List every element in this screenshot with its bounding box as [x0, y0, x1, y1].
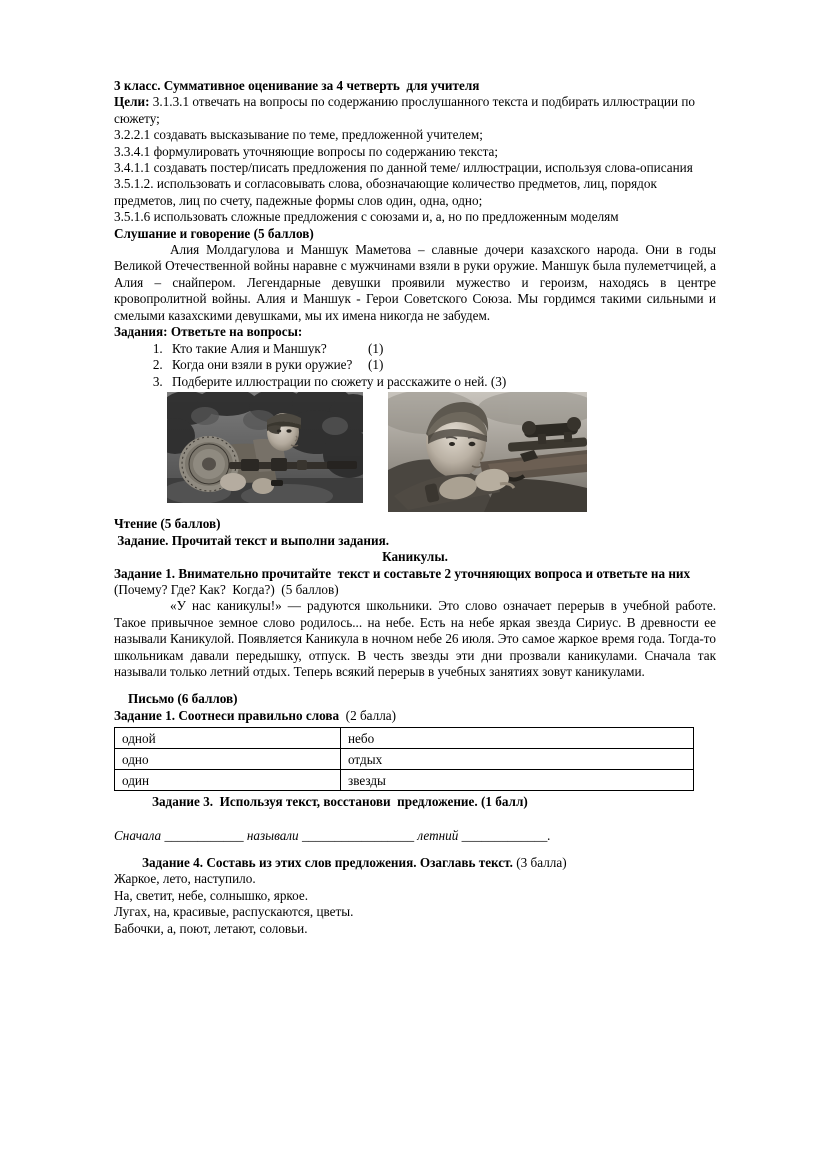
listening-question-list: [114, 341, 716, 391]
goal-item: 3.5.1.2. использовать и согласовывать слова, обозначающие количество предметов, лиц, порядок предметов, лиц по счету, падежные формы слов один, одна, одно;: [114, 176, 661, 208]
table-row: [115, 770, 694, 791]
writing-task4-bold: Задание 4. Составь из этих слов предложения. Озаглавь текст.: [142, 854, 513, 870]
reading-heading: Чтение (5 баллов): [114, 516, 221, 532]
reading-task1: [114, 566, 716, 599]
reading-subheading: Задание. Прочитай текст и выполни задания.: [114, 532, 390, 548]
writing-task4-points: (3 балла): [512, 854, 567, 870]
writing-task1-bold: Задание 1. Соотнеси правильно слова: [114, 707, 340, 723]
scramble-sentence: Жаркое, лето, наступило.: [114, 871, 256, 887]
document-title: 3 класс. Суммативное оценивание за 4 четверть для учителя: [114, 78, 480, 93]
table-row: [115, 728, 694, 749]
goals-first-goal: 3.1.3.1 отвечать на вопросы по содержанию прослушанного текста и подбирать иллюстрации по сюжету;: [114, 94, 699, 126]
list-item: [166, 341, 716, 358]
question-points: (1): [368, 357, 384, 373]
listening-tasks-label: Задания: Ответьте на вопросы:: [114, 324, 303, 340]
table-row: [115, 749, 694, 770]
scramble-sentence: Бабочки, а, поют, летают, соловьи.: [114, 920, 308, 936]
word-match-table: [114, 727, 694, 791]
question-text: Кто такие Алия и Маншук?: [172, 340, 327, 356]
writing-task4: [114, 855, 716, 871]
table-cell-right[interactable]: небо: [341, 728, 694, 749]
reading-task1-rest: (Почему? Где? Как? Когда?) (5 баллов): [114, 565, 694, 597]
table-cell-left[interactable]: одно: [115, 749, 341, 770]
list-item: [166, 357, 716, 374]
scramble-sentence: Лугах, на, красивые, распускаются, цветы.: [114, 904, 354, 920]
reading-passage: «У нас каникулы!» — радуются школьники. Это слово означает перерыв в учебной работе. Такое привычное земное слово родилось... на небе. Есть на небе яркая звезда Сириус. В древности ее называли Каникулой. Появляется Каникула в ночном небе 26 июля. Это самое жаркое время года. Тогда-то школьникам давали передышку, отпуск. В честь звезды эти дни прозвали каникулами. Сначала так называли только летний отдых. Теперь всякий перерыв в учебных занятиях зовут каникулами.: [114, 598, 716, 679]
list-item: [166, 374, 716, 391]
question-text: Когда они взяли в руки оружие?: [172, 357, 353, 373]
reading-task1-bold: Задание 1. Внимательно прочитайте текст и составьте 2 уточняющих вопроса и ответьте на них: [114, 565, 691, 581]
goal-item: 3.4.1.1 создавать постер/писать предложения по данной теме/ иллюстрации, используя слова-описания: [114, 160, 693, 176]
illustration-row: [114, 392, 716, 516]
writing-task1-points: (2 балла): [339, 707, 397, 723]
table-cell-right[interactable]: отдых: [341, 749, 694, 770]
goal-item: 3.3.4.1 формулировать уточняющие вопросы по содержанию текста;: [114, 143, 499, 159]
goal-item: 3.5.1.6 использовать сложные предложения с союзами и, а, но по предложенным моделям: [114, 209, 619, 225]
table-cell-right[interactable]: звезды: [341, 770, 694, 791]
document-body: [114, 78, 716, 937]
question-text: Подберите иллюстрации по сюжету и расскажите о ней. (3): [172, 373, 507, 389]
reading-text-title: Каникулы.: [382, 549, 448, 565]
writing-task3-sentence[interactable]: Сначала ____________ называли _________________ летний _____________.: [114, 827, 551, 843]
listening-passage: Алия Молдагулова и Маншук Маметова – славные дочери казахского народа. Они в годы Великой Отечественной войны наравне с мужчинами взяли в руки оружие. Маншук была пулеметчицей, а Алия – снайпером. Легендарные девушки проявили мужество и героизм, находясь в центре кровопролитной войны. Алия и Маншук - Герои Советского Союза. Мы гордимся такими сильными и смелыми казахскими девушками, мы их имена никогда не забудем.: [114, 242, 716, 323]
writing-task3-heading: Задание 3. Используя текст, восстанови предложение. (1 балл): [152, 794, 528, 810]
writing-task1: [114, 708, 716, 724]
question-points: (1): [368, 340, 384, 356]
listening-heading: Слушание и говорение (5 баллов): [114, 225, 314, 241]
photo-machine-gunner: [167, 392, 363, 503]
table-cell-left[interactable]: одной: [115, 728, 341, 749]
goals-label: Цели:: [114, 94, 150, 110]
photo-sniper: [388, 392, 587, 512]
goals-first-line: [114, 94, 716, 127]
writing-heading: Письмо (6 баллов): [128, 691, 238, 707]
goal-item: 3.2.2.1 создавать высказывание по теме, предложенной учителем;: [114, 127, 483, 143]
scramble-sentence: На, светит, небе, солнышко, яркое.: [114, 887, 309, 903]
table-cell-left[interactable]: один: [115, 770, 341, 791]
